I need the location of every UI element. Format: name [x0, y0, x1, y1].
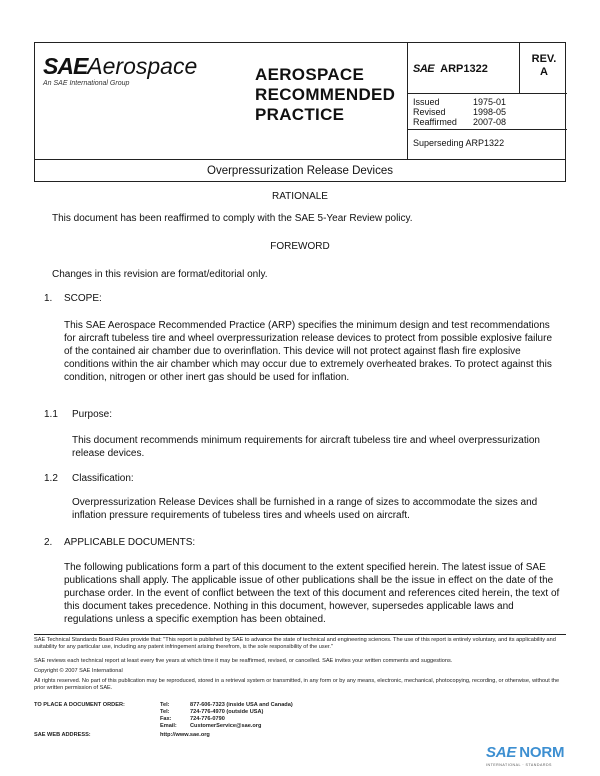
- footer-rights-text: All rights reserved. No part of this publication may be reproduced, stored in a retrieval system or transmitted, in any form or by any means, electronic, mechanical, photocopying, recording, or otherwise, without the prior written permission of SAE.: [34, 678, 560, 691]
- contact-value: 724-776-0790: [190, 716, 225, 722]
- document-title: Overpressurization Release Devices: [34, 160, 566, 182]
- section-title: SCOPE:: [64, 293, 102, 304]
- date-value: 1975-01: [473, 97, 507, 107]
- header-box: [34, 42, 566, 160]
- date-label: Issued: [413, 97, 440, 107]
- doc-type-line: AEROSPACE: [255, 65, 365, 84]
- contact-key: Fax:: [160, 716, 172, 722]
- contact-email[interactable]: CustomerService@sae.org: [190, 723, 262, 729]
- section-number: 1.: [44, 293, 53, 304]
- rationale-text: This document has been reaffirmed to comply with the SAE 5-Year Review policy.: [52, 213, 413, 224]
- spacer: [34, 716, 160, 723]
- section-title: APPLICABLE DOCUMENTS:: [64, 537, 196, 548]
- section-number: 2.: [44, 537, 53, 548]
- section-text: The following publications form a part of this document to the extent specified herein. The latest issue of SAE publications shall apply. The applicable issue of other publications shall be the issue in effect on the date of the purchase order. In the event of conflict between the text of this document and references cited herein, the text of this document takes precedence. Nothing in this document, however, supersedes applicable laws and regulations unless a specific exemption has been obtained.: [64, 562, 560, 625]
- web-address-link[interactable]: http://www.sae.org: [160, 732, 210, 738]
- footer-rules-text: SAE Technical Standards Board Rules provide that: "This report is published by SAE to advance the state of technical and engineering sciences. The use of this report is entirely voluntary, and its applicability and suitability for any particular use, including any patent infringement arising therefrom, is the sole responsibility of the user.": [34, 637, 556, 650]
- document-dates: [413, 97, 506, 127]
- arp-number: ARP1322: [440, 63, 488, 75]
- foreword-heading: FOREWORD: [270, 241, 330, 252]
- date-label: Revised: [413, 107, 446, 117]
- section-title: Classification:: [72, 473, 134, 484]
- footer-review-text: SAE reviews each technical report at least every five years at which time it may be reaffirmed, revised, or cancelled. SAE invites your written comments and suggestions.: [34, 658, 453, 664]
- section-text: This document recommends minimum requirements for aircraft tubeless tire and wheel overpressurization release devices.: [72, 435, 540, 459]
- section-title: Purpose:: [72, 409, 113, 420]
- sae-aerospace-logo: [43, 53, 197, 79]
- footer-divider: [34, 634, 566, 635]
- date-label: Reaffirmed: [413, 117, 457, 127]
- footer-copyright: Copyright © 2007 SAE International: [34, 668, 123, 674]
- brand-norm: NORM: [519, 744, 565, 761]
- contact-key: Email:: [160, 723, 177, 729]
- contact-row: [34, 716, 293, 723]
- contact-key: Tel:: [160, 702, 170, 708]
- foreword-text: Changes in this revision are format/editorial only.: [52, 269, 268, 280]
- order-contacts: [34, 702, 293, 739]
- revision-label: REV.: [531, 53, 557, 65]
- spacer: [34, 709, 160, 716]
- header-divider: [407, 43, 408, 159]
- contact-row: [34, 723, 293, 730]
- header-divider: [407, 93, 567, 94]
- doc-type-line: PRACTICE: [255, 105, 345, 124]
- brand-sae: SAE: [486, 744, 517, 761]
- date-row: [413, 97, 506, 107]
- section-number: 1.1: [44, 409, 58, 420]
- document-type: [255, 65, 395, 125]
- web-label: SAE WEB ADDRESS:: [34, 732, 91, 738]
- date-value: 2007-08: [473, 117, 507, 127]
- section-text: Overpressurization Release Devices shall be furnished in a range of sizes to accommodate the sizes and inflation pressure requirements of tubeless tires and wheels used on aircraft.: [72, 497, 538, 521]
- doc-type-line: RECOMMENDED: [255, 85, 396, 104]
- sae-mark: SAE: [413, 63, 435, 75]
- contact-row: [34, 732, 293, 739]
- brand-subtitle: INTERNATIONAL · STANDARDS: [486, 763, 552, 767]
- logo-subtitle: An SAE International Group: [43, 80, 130, 87]
- document-number: [413, 63, 488, 75]
- header-divider: [519, 43, 520, 93]
- contact-key: Tel:: [160, 709, 170, 715]
- date-row: [413, 107, 506, 117]
- revision-box: [521, 53, 567, 79]
- section-number: 1.2: [44, 473, 58, 484]
- rationale-heading: RATIONALE: [272, 191, 328, 202]
- header-divider: [407, 129, 567, 130]
- sae-norm-logo: [486, 744, 564, 761]
- contact-row: [34, 702, 293, 709]
- revision-value: A: [540, 66, 548, 78]
- logo-sae-text: SAE: [43, 53, 88, 79]
- contact-row: [34, 709, 293, 716]
- logo-aerospace-text: Aerospace: [87, 53, 198, 79]
- date-row: [413, 117, 506, 127]
- contact-value: 724-776-4970 (outside USA): [190, 709, 264, 715]
- spacer: [34, 723, 160, 730]
- date-value: 1998-05: [473, 107, 507, 117]
- order-label: TO PLACE A DOCUMENT ORDER:: [34, 702, 125, 708]
- contact-value: 877-606-7323 (inside USA and Canada): [190, 702, 293, 708]
- section-text: This SAE Aerospace Recommended Practice (ARP) specifies the minimum design and test recommendations for aircraft tubeless tire and wheel overpressurization release devices to protect from possible explosive failure of the contained air chamber due to overinflation. This device will not protect against flash fire explosive conditions within the air chamber which may occur due to extremely overheated brakes. To protect against this condition, nitrogen or other inert gas should be used for inflation.: [64, 320, 553, 383]
- superseding-note: Superseding ARP1322: [413, 138, 505, 148]
